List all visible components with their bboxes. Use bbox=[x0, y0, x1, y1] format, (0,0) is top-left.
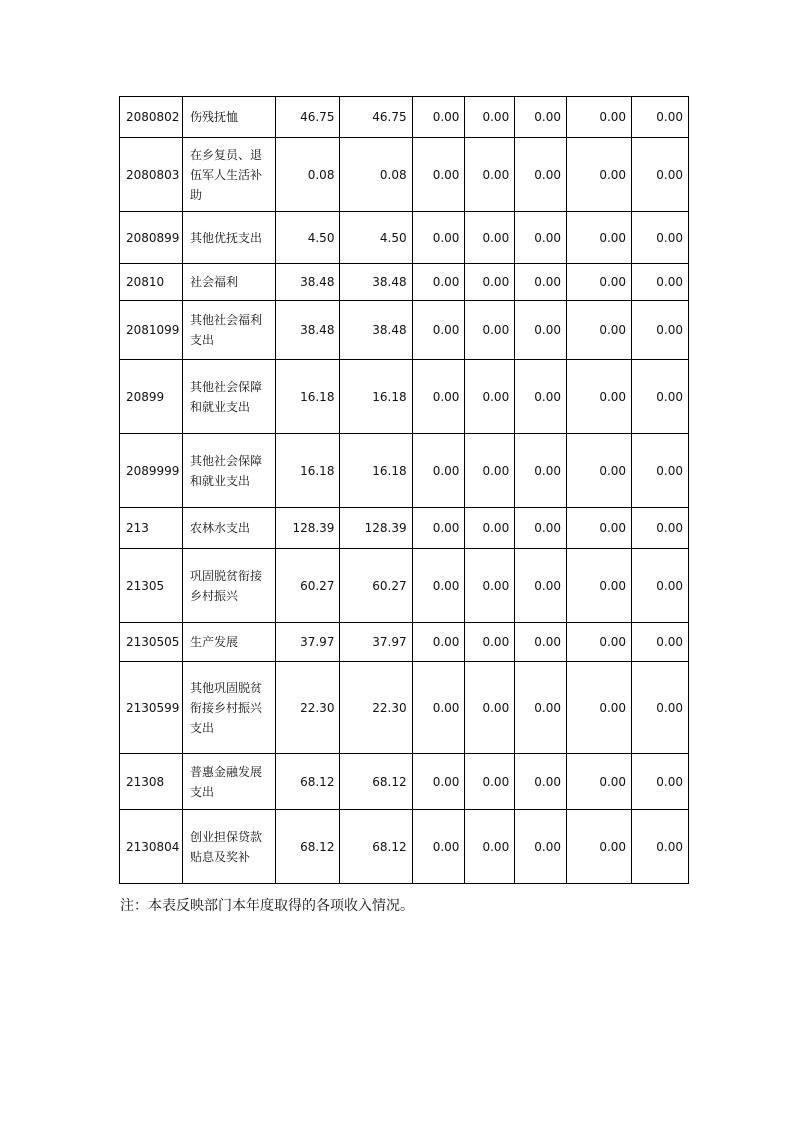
fiscal-appropriation: 16.18 bbox=[340, 360, 412, 434]
subject-code: 2130505 bbox=[120, 623, 183, 662]
income-value: 0.00 bbox=[515, 97, 567, 138]
total-income: 0.08 bbox=[276, 138, 340, 212]
total-income: 60.27 bbox=[276, 549, 340, 623]
income-value: 0.00 bbox=[465, 508, 515, 549]
fiscal-appropriation: 46.75 bbox=[340, 97, 412, 138]
fiscal-appropriation: 68.12 bbox=[340, 754, 412, 810]
total-income: 16.18 bbox=[276, 434, 340, 508]
fiscal-appropriation: 60.27 bbox=[340, 549, 412, 623]
income-value: 0.00 bbox=[632, 360, 689, 434]
income-value: 0.00 bbox=[567, 754, 632, 810]
fiscal-appropriation: 38.48 bbox=[340, 264, 412, 301]
table-row bbox=[120, 264, 689, 301]
subject-code: 2130804 bbox=[120, 810, 183, 884]
income-value: 0.00 bbox=[567, 434, 632, 508]
income-value: 0.00 bbox=[465, 623, 515, 662]
fiscal-appropriation: 37.97 bbox=[340, 623, 412, 662]
subject-name: 巩固脱贫衔接乡村振兴 bbox=[182, 549, 275, 623]
income-value: 0.00 bbox=[515, 549, 567, 623]
income-value: 0.00 bbox=[465, 549, 515, 623]
total-income: 128.39 bbox=[276, 508, 340, 549]
income-value: 0.00 bbox=[632, 301, 689, 360]
income-value: 0.00 bbox=[632, 549, 689, 623]
table-body bbox=[120, 97, 689, 884]
fiscal-appropriation: 68.12 bbox=[340, 810, 412, 884]
income-value: 0.00 bbox=[465, 810, 515, 884]
income-value: 0.00 bbox=[567, 508, 632, 549]
income-value: 0.00 bbox=[515, 264, 567, 301]
income-value: 0.00 bbox=[567, 301, 632, 360]
income-value: 0.00 bbox=[567, 264, 632, 301]
income-table bbox=[119, 96, 689, 884]
income-value: 0.00 bbox=[632, 97, 689, 138]
income-value: 0.00 bbox=[567, 549, 632, 623]
income-value: 0.00 bbox=[412, 434, 465, 508]
subject-name: 其他巩固脱贫衔接乡村振兴支出 bbox=[182, 662, 275, 754]
income-value: 0.00 bbox=[567, 212, 632, 264]
income-value: 0.00 bbox=[632, 810, 689, 884]
fiscal-appropriation: 22.30 bbox=[340, 662, 412, 754]
subject-code: 2081099 bbox=[120, 301, 183, 360]
income-value: 0.00 bbox=[465, 301, 515, 360]
income-value: 0.00 bbox=[412, 301, 465, 360]
total-income: 16.18 bbox=[276, 360, 340, 434]
subject-code: 2080802 bbox=[120, 97, 183, 138]
fiscal-appropriation: 16.18 bbox=[340, 434, 412, 508]
income-value: 0.00 bbox=[515, 810, 567, 884]
income-value: 0.00 bbox=[515, 662, 567, 754]
income-value: 0.00 bbox=[632, 623, 689, 662]
table-row bbox=[120, 434, 689, 508]
subject-code: 21305 bbox=[120, 549, 183, 623]
income-value: 0.00 bbox=[632, 212, 689, 264]
subject-code: 21308 bbox=[120, 754, 183, 810]
total-income: 46.75 bbox=[276, 97, 340, 138]
total-income: 4.50 bbox=[276, 212, 340, 264]
income-value: 0.00 bbox=[465, 138, 515, 212]
income-value: 0.00 bbox=[567, 97, 632, 138]
income-value: 0.00 bbox=[632, 508, 689, 549]
subject-code: 20899 bbox=[120, 360, 183, 434]
subject-name: 普惠金融发展支出 bbox=[182, 754, 275, 810]
fiscal-appropriation: 128.39 bbox=[340, 508, 412, 549]
income-value: 0.00 bbox=[412, 508, 465, 549]
total-income: 38.48 bbox=[276, 264, 340, 301]
fiscal-appropriation: 4.50 bbox=[340, 212, 412, 264]
income-value: 0.00 bbox=[515, 754, 567, 810]
subject-name: 其他社会保障和就业支出 bbox=[182, 434, 275, 508]
income-value: 0.00 bbox=[465, 434, 515, 508]
income-value: 0.00 bbox=[632, 434, 689, 508]
income-value: 0.00 bbox=[567, 623, 632, 662]
table-row bbox=[120, 301, 689, 360]
subject-code: 2080803 bbox=[120, 138, 183, 212]
income-value: 0.00 bbox=[465, 754, 515, 810]
income-value: 0.00 bbox=[515, 301, 567, 360]
total-income: 68.12 bbox=[276, 754, 340, 810]
income-value: 0.00 bbox=[632, 754, 689, 810]
income-value: 0.00 bbox=[632, 138, 689, 212]
subject-name: 社会福利 bbox=[182, 264, 275, 301]
income-value: 0.00 bbox=[412, 549, 465, 623]
income-value: 0.00 bbox=[412, 138, 465, 212]
table-row bbox=[120, 212, 689, 264]
subject-name: 其他优抚支出 bbox=[182, 212, 275, 264]
income-value: 0.00 bbox=[567, 810, 632, 884]
subject-code: 20810 bbox=[120, 264, 183, 301]
income-value: 0.00 bbox=[632, 264, 689, 301]
table-row bbox=[120, 549, 689, 623]
subject-name: 其他社会福利支出 bbox=[182, 301, 275, 360]
subject-name: 创业担保贷款贴息及奖补 bbox=[182, 810, 275, 884]
table-row bbox=[120, 138, 689, 212]
income-value: 0.00 bbox=[515, 623, 567, 662]
subject-name: 在乡复员、退伍军人生活补助 bbox=[182, 138, 275, 212]
subject-name: 生产发展 bbox=[182, 623, 275, 662]
table-row bbox=[120, 97, 689, 138]
total-income: 22.30 bbox=[276, 662, 340, 754]
income-value: 0.00 bbox=[412, 264, 465, 301]
income-value: 0.00 bbox=[412, 212, 465, 264]
income-value: 0.00 bbox=[412, 97, 465, 138]
subject-code: 2130599 bbox=[120, 662, 183, 754]
income-value: 0.00 bbox=[515, 508, 567, 549]
income-value: 0.00 bbox=[515, 360, 567, 434]
table-row bbox=[120, 810, 689, 884]
income-value: 0.00 bbox=[412, 754, 465, 810]
fiscal-appropriation: 0.08 bbox=[340, 138, 412, 212]
income-value: 0.00 bbox=[465, 212, 515, 264]
subject-code: 2080899 bbox=[120, 212, 183, 264]
subject-code: 213 bbox=[120, 508, 183, 549]
income-value: 0.00 bbox=[412, 360, 465, 434]
subject-name: 其他社会保障和就业支出 bbox=[182, 360, 275, 434]
income-value: 0.00 bbox=[465, 360, 515, 434]
table-row bbox=[120, 360, 689, 434]
total-income: 68.12 bbox=[276, 810, 340, 884]
subject-code: 2089999 bbox=[120, 434, 183, 508]
income-value: 0.00 bbox=[515, 434, 567, 508]
income-value: 0.00 bbox=[567, 138, 632, 212]
income-value: 0.00 bbox=[465, 264, 515, 301]
total-income: 37.97 bbox=[276, 623, 340, 662]
fiscal-appropriation: 38.48 bbox=[340, 301, 412, 360]
income-value: 0.00 bbox=[632, 662, 689, 754]
income-value: 0.00 bbox=[465, 662, 515, 754]
total-income: 38.48 bbox=[276, 301, 340, 360]
income-value: 0.00 bbox=[412, 662, 465, 754]
income-value: 0.00 bbox=[412, 810, 465, 884]
income-value: 0.00 bbox=[515, 212, 567, 264]
income-value: 0.00 bbox=[515, 138, 567, 212]
income-value: 0.00 bbox=[412, 623, 465, 662]
table-row bbox=[120, 754, 689, 810]
table-row bbox=[120, 662, 689, 754]
subject-name: 农林水支出 bbox=[182, 508, 275, 549]
table-row bbox=[120, 508, 689, 549]
income-value: 0.00 bbox=[567, 662, 632, 754]
income-value: 0.00 bbox=[465, 97, 515, 138]
table-row bbox=[120, 623, 689, 662]
subject-name: 伤残抚恤 bbox=[182, 97, 275, 138]
table-footnote: 注：本表反映部门本年度取得的各项收入情况。 bbox=[120, 898, 414, 914]
income-value: 0.00 bbox=[567, 360, 632, 434]
